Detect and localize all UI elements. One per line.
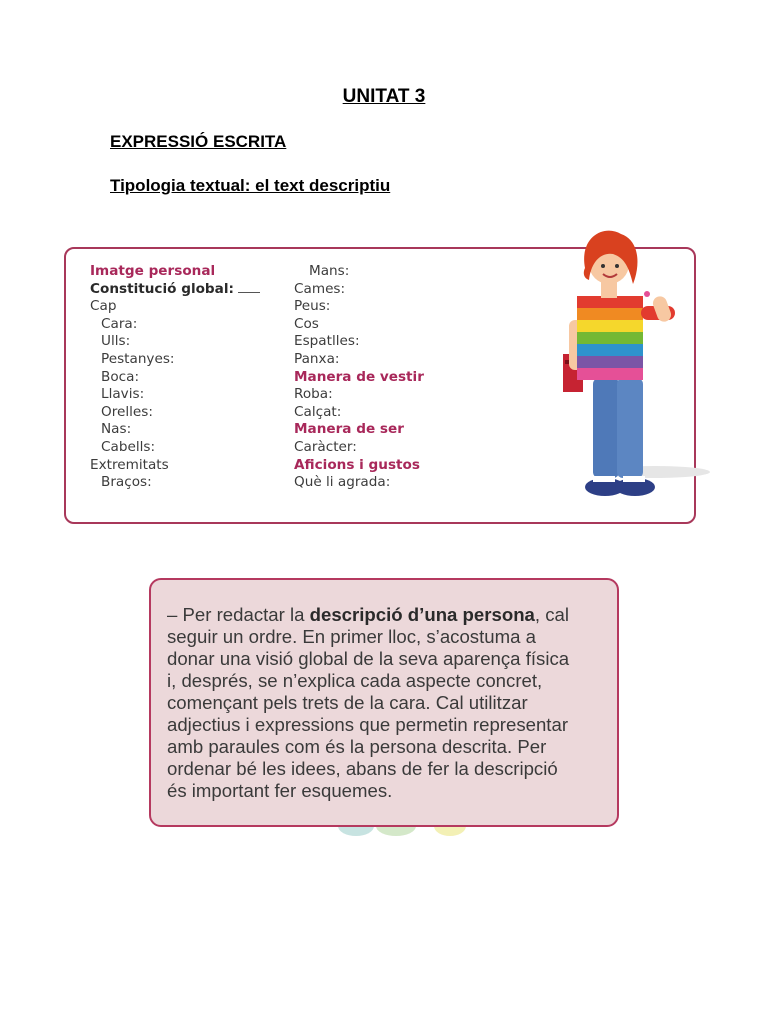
outline-item: Extremitats bbox=[90, 456, 169, 473]
outline-item: Orelles: bbox=[101, 403, 153, 420]
category-heading: Manera de ser bbox=[294, 421, 404, 438]
category-heading: Manera de vestir bbox=[294, 368, 424, 385]
note-line: seguir un ordre. En primer lloc, s’acostuma a bbox=[167, 626, 536, 647]
outline-item: Cap bbox=[90, 298, 117, 315]
outline-item: Cos bbox=[294, 315, 319, 332]
outline-item: Nas: bbox=[101, 421, 132, 438]
outline-item: Mans: bbox=[309, 263, 350, 279]
outline-item: Braços: bbox=[101, 474, 152, 491]
outline-item: Cabells: bbox=[101, 438, 156, 455]
answer-blank bbox=[238, 281, 260, 293]
outline-item: Cames: bbox=[294, 280, 346, 297]
note-text bbox=[167, 604, 607, 802]
note-line: ordenar bé les idees, abans de fer la descripció bbox=[167, 758, 558, 779]
outline-item: Boca: bbox=[101, 368, 140, 385]
outline-item: Calçat: bbox=[294, 403, 342, 420]
note-line bbox=[167, 604, 607, 626]
outline-item: Roba: bbox=[294, 386, 333, 403]
outline-item: Llavis: bbox=[101, 386, 145, 403]
outline-item: Cara: bbox=[101, 315, 138, 332]
unit-title: UNITAT 3 bbox=[342, 86, 426, 107]
note-part2: , cal bbox=[534, 604, 569, 625]
outline-item: Què li agrada: bbox=[294, 474, 391, 491]
outline-column-right bbox=[294, 263, 424, 492]
item-label: Constitució global: bbox=[90, 280, 234, 297]
topic-heading: Tipologia textual: el text descriptiu bbox=[110, 176, 391, 195]
outline-column-left bbox=[90, 263, 260, 492]
note-line: començant pels trets de la cara. Cal utilitzar bbox=[167, 692, 528, 713]
outline-item: Ulls: bbox=[101, 333, 131, 350]
note-line: amb paraules com és la persona descrita. Per bbox=[167, 736, 547, 757]
note-line: donar una visió global de la seva aparença física bbox=[167, 648, 570, 669]
outline-item bbox=[90, 281, 260, 299]
outline-item: Espatlles: bbox=[294, 333, 360, 350]
note-line: i, després, se n’explica cada aspecte concret, bbox=[167, 670, 543, 691]
outline-item: Panxa: bbox=[294, 350, 340, 367]
note-bold-term: descripció d’una persona bbox=[309, 604, 535, 625]
note-line: adjectius i expressions que permetin representar bbox=[167, 714, 569, 735]
note-dash: – bbox=[167, 604, 183, 625]
note-part1: Per redactar la bbox=[182, 604, 310, 625]
outline-item: Peus: bbox=[294, 298, 331, 315]
note-line: és important fer esquemes. bbox=[167, 780, 393, 801]
outline-item: Caràcter: bbox=[294, 438, 357, 455]
outline-item: Pestanyes: bbox=[101, 350, 175, 367]
category-heading: Imatge personal bbox=[90, 263, 216, 279]
girl-illustration bbox=[555, 228, 715, 503]
section-heading: EXPRESSIÓ ESCRITA bbox=[110, 132, 287, 151]
description-note-box bbox=[149, 578, 619, 827]
category-heading: Aficions i gustos bbox=[294, 456, 420, 473]
